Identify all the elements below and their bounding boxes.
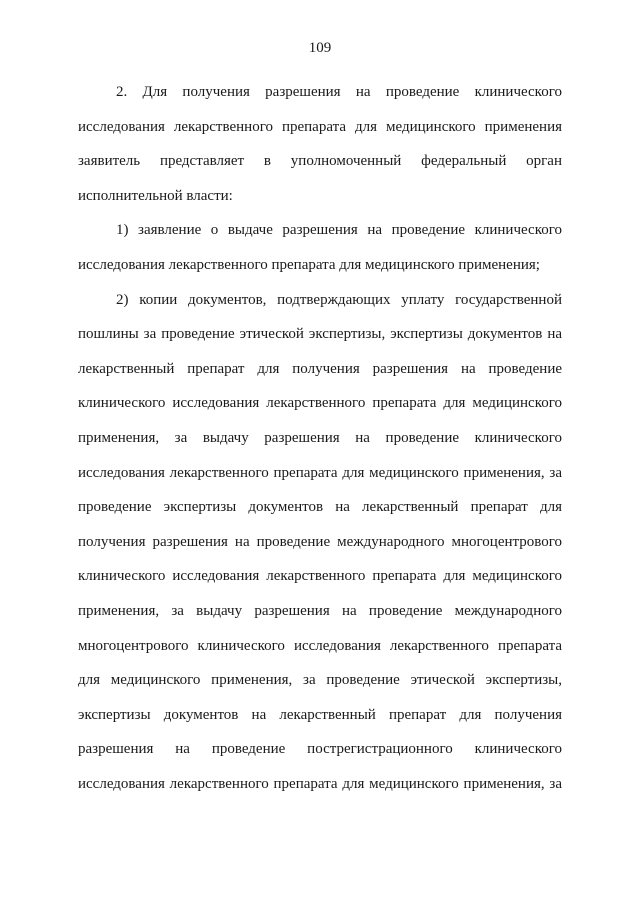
- list-item-line: пошлины за проведение этической экспертизы, экспертизы документов на: [78, 326, 562, 343]
- list-item-line: экспертизы документов на лекарственный препарат для получения: [78, 706, 562, 723]
- list-item-line: проведение экспертизы документов на лекарственный препарат для: [78, 499, 562, 516]
- paragraph-line: исследования лекарственного препарата для медицинского применения: [78, 118, 562, 135]
- page-number: 109: [308, 40, 332, 56]
- list-item-line: получения разрешения на проведение международного многоцентрового: [78, 533, 562, 550]
- list-item-line: применения, за выдачу разрешения на проведение клинического: [78, 429, 562, 446]
- list-item-line: многоцентрового клинического исследования лекарственного препарата: [78, 637, 562, 654]
- list-item-line: 2) копии документов, подтверждающих уплату государственной: [116, 291, 562, 308]
- paragraph-line: заявитель представляет в уполномоченный федеральный орган: [78, 153, 562, 170]
- paragraph-line: исполнительной власти:: [78, 187, 233, 204]
- list-item-line: для медицинского применения, за проведение этической экспертизы,: [78, 672, 562, 689]
- list-item-line: лекарственный препарат для получения разрешения на проведение: [78, 360, 562, 377]
- list-item-line: разрешения на проведение пострегистрационного клинического: [78, 741, 562, 758]
- list-item-line: клинического исследования лекарственного препарата для медицинского: [78, 568, 562, 585]
- list-item-line: исследования лекарственного препарата для медицинского применения;: [78, 256, 540, 273]
- document-body: [78, 75, 562, 801]
- list-item-line: исследования лекарственного препарата для медицинского применения, за: [78, 775, 562, 792]
- list-item-line: клинического исследования лекарственного препарата для медицинского: [78, 395, 562, 412]
- list-item-line: применения, за выдачу разрешения на проведение международного: [78, 602, 562, 619]
- list-item-line: исследования лекарственного препарата для медицинского применения, за: [78, 464, 562, 481]
- list-item-line: 1) заявление о выдаче разрешения на проведение клинического: [116, 222, 562, 239]
- paragraph-line: 2. Для получения разрешения на проведение клинического: [116, 84, 562, 100]
